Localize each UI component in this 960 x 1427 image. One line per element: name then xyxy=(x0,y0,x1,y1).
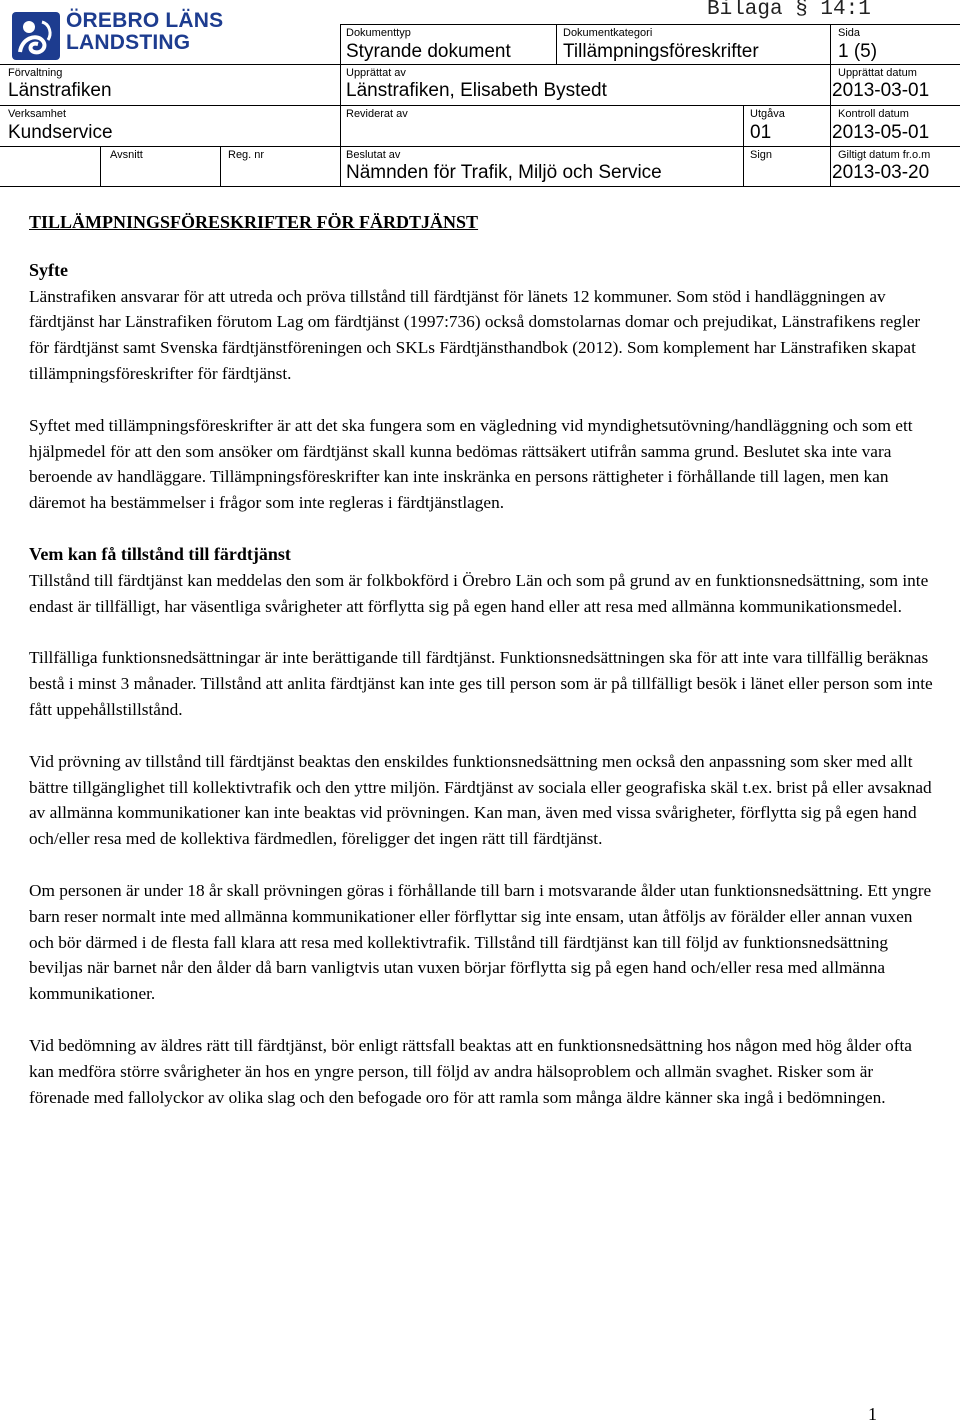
document-title: TILLÄMPNINGSFÖRESKRIFTER FÖR FÄRDTJÄNST xyxy=(29,212,479,232)
upprattat-datum-label: Upprättat datum xyxy=(838,67,917,79)
landsting-logo-text xyxy=(66,10,223,54)
kontroll-datum-label: Kontroll datum xyxy=(838,108,909,120)
dokumentkategori-value: Tillämpningsföreskrifter xyxy=(563,41,759,62)
dokumenttyp-label: Dokumenttyp xyxy=(346,27,411,39)
upprattat-datum-value: 2013-03-01 xyxy=(832,80,930,101)
sign-label: Sign xyxy=(750,149,773,161)
upprattat-av-label: Upprättat av xyxy=(346,67,406,79)
forvaltning-label: Förvaltning xyxy=(8,67,63,79)
beslutat-av-label: Beslutat av xyxy=(346,149,401,161)
header-rule xyxy=(0,105,960,106)
section-vem-kan-fa-tillstand xyxy=(29,542,934,1110)
header-divider xyxy=(743,105,744,186)
section-heading: Syfte xyxy=(29,259,68,280)
sida-value: 1 (5) xyxy=(838,41,878,62)
logo-line-2: LANDSTING xyxy=(66,31,191,54)
header-rule xyxy=(340,24,960,25)
utgava-label: Utgåva xyxy=(750,108,785,120)
upprattat-av-value: Länstrafiken, Elisabeth Bystedt xyxy=(346,80,607,101)
dokumenttyp-value: Styrande dokument xyxy=(346,41,511,62)
giltigt-datum-value: 2013-03-20 xyxy=(832,162,930,183)
header-divider xyxy=(340,24,341,186)
beslutat-av-value: Nämnden för Trafik, Miljö och Service xyxy=(346,162,662,183)
logo-line-1: ÖREBRO LÄNS xyxy=(66,9,224,32)
paragraph: Vid prövning av tillstånd till färdtjänst beaktas den enskildes funktionsnedsättning men också den anpassning som sker med allt bättre tillgänglighet till kollektivtrafik och den yttre miljön. Färdtjänst av sociala eller geografiska skäl t.ex. brist på eller avsaknad av allmänna kommunikationer kan inte beaktas vid prövningen. Kan man, även med vissa svårigheter, förflytta sig på egen hand och/eller resa med de kollektiva färdmedlen, föreligger det ingen rätt till färdtjänst. xyxy=(29,751,932,849)
paragraph: Länstrafiken ansvarar för att utreda och pröva tillstånd till färdtjänst för länets 12 kommuner. Som stöd i handläggningen av färdtjänst har Länstrafiken förutom Lag om färdtjänst (1997:736) också domstolarnas domar och prejudikat, Länstrafikens regler för färdtjänst samt Svenska färdtjänstföreningen och SKLs Färdtjänsthandbok (2012). Som komplement har Länstrafiken skapat tillämpningsföreskrifter för färdtjänst. xyxy=(29,286,921,383)
dokumentkategori-label: Dokumentkategori xyxy=(563,27,653,39)
sida-label: Sida xyxy=(838,27,861,39)
page-number: 1 xyxy=(868,1404,877,1424)
document-header xyxy=(0,0,960,190)
header-rule xyxy=(0,146,960,147)
verksamhet-label: Verksamhet xyxy=(8,108,67,120)
kontroll-datum-value: 2013-05-01 xyxy=(832,122,930,143)
bilaga-label: Bilaga § 14:1 xyxy=(707,0,871,21)
header-divider xyxy=(830,24,831,186)
paragraph: Om personen är under 18 år skall prövningen göras i förhållande till barn i motsvarande ålder utan funktionsnedsättning. Ett yngre barn reser normalt inte med allmänna kommunikationer eller förflyttar sig inte ensam, utan åtföljs av förälder eller annan vuxen och bör därmed i de flesta fall klara att resa med kollektivtrafik. Tillstånd till färdtjänst kan till följd av funktionsnedsättning beviljas när barnet når den ålder då barn vanligtvis utan vuxen börjar förflytta sig på egen hand och/eller resa med allmänna kommunikationer. xyxy=(29,880,932,1004)
reviderat-av-label: Reviderat av xyxy=(346,108,408,120)
header-divider xyxy=(220,146,221,186)
section-heading: Vem kan få tillstånd till färdtjänst xyxy=(29,543,291,564)
document-body xyxy=(29,210,934,1110)
paragraph: Tillstånd till färdtjänst kan meddelas den som är folkbokförd i Örebro Län och som på grund av en funktionsnedsättning, som inte endast är tillfälligt, har väsentliga svårigheter att förflytta sig på egen hand eller att resa med allmänna kommunikationsmedel. xyxy=(29,570,929,616)
giltigt-datum-label: Giltigt datum fr.o.m xyxy=(838,149,931,161)
section-syfte xyxy=(29,258,934,516)
regnr-label: Reg. nr xyxy=(228,149,265,161)
paragraph: Tillfälliga funktionsnedsättningar är inte berättigande till färdtjänst. Funktionsnedsättningen ska för att inte vara tillfällig beräknas bestå i minst 3 månader. Tillstånd att anlita färdtjänst kan inte ges till person som är på tillfälligt besök i länet eller person som inte fått uppehållstillstånd. xyxy=(29,648,933,719)
header-rule xyxy=(0,186,960,187)
forvaltning-value: Länstrafiken xyxy=(8,80,112,101)
header-divider xyxy=(556,24,557,64)
verksamhet-value: Kundservice xyxy=(8,122,113,143)
paragraph: Vid bedömning av äldres rätt till färdtjänst, bör enligt rättsfall beaktas att en funktionsnedsättning hos någon med hög ålder ofta kan medföra större svårigheter än hos en yngre person, till följd av andra hälsoproblem och allmän svaghet. Risker som är förenade med fallolyckor av olika slag och den befogade oro för att ramla som många äldre känner ska ingå i bedömningen. xyxy=(29,1035,912,1107)
header-divider xyxy=(100,146,101,186)
paragraph: Syftet med tillämpningsföreskrifter är att det ska fungera som en vägledning vid myndighetsutövning/handläggning och som ett hjälpmedel för att den som ansöker om färdtjänst skall kunna bedömas rättsäkert utifrån samma grund. Beslutet ska inte vara beroende av handläggare. Tillämpningsföreskrifter kan inte inskränka en persons rättigheter i förhållande till lagen, men kan däremot ha bestämmelser i frågor som inte regleras i färdtjänstlagen. xyxy=(29,415,913,513)
avsnitt-label: Avsnitt xyxy=(110,149,143,161)
utgava-value: 01 xyxy=(750,122,772,143)
header-rule xyxy=(0,64,960,65)
landsting-logo-icon xyxy=(12,12,60,60)
